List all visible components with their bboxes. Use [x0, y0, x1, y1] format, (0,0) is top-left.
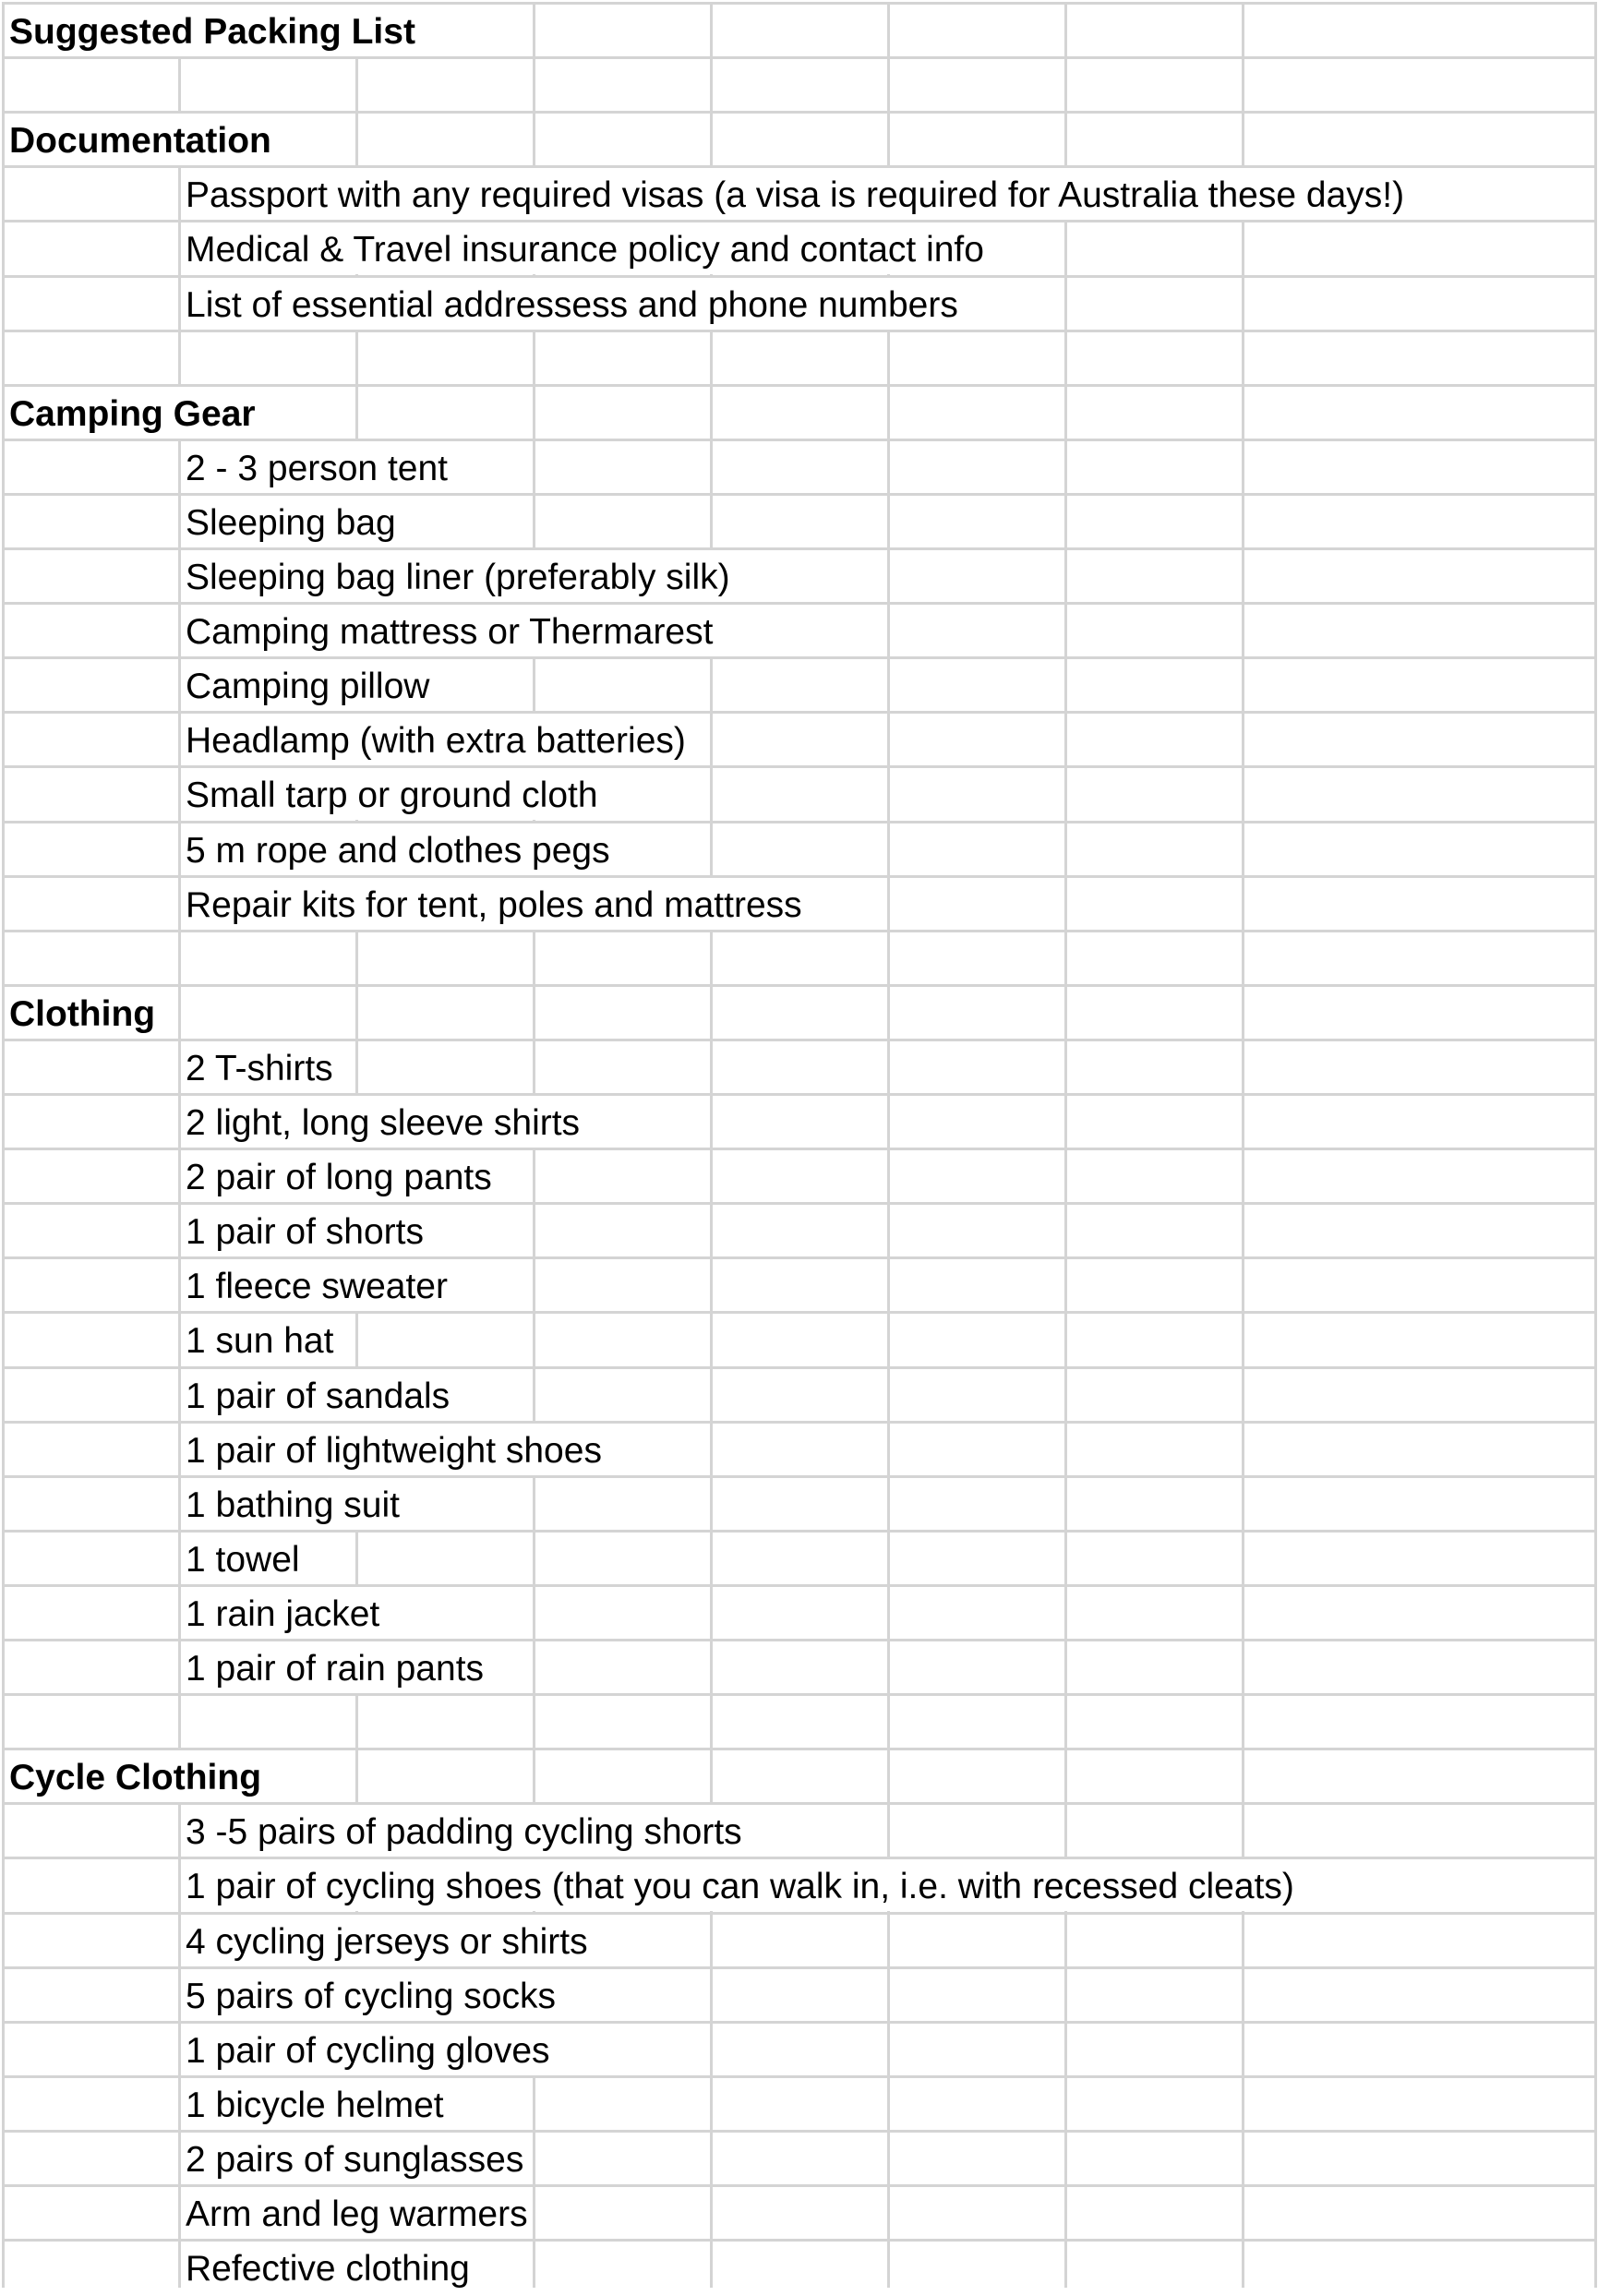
- packing-item-cell[interactable]: Arm and leg warmers: [186, 2187, 532, 2239]
- packing-item-cell[interactable]: 1 rain jacket: [186, 1587, 383, 1639]
- packing-item-cell[interactable]: 5 m rope and clothes pegs: [186, 823, 614, 875]
- packing-item-cell[interactable]: 2 light, long sleeve shirts: [186, 1096, 583, 1148]
- packing-item-cell[interactable]: 1 sun hat: [186, 1314, 337, 1365]
- packing-item-cell[interactable]: 1 fleece sweater: [186, 1259, 451, 1311]
- packing-item-cell[interactable]: 2 - 3 person tent: [186, 441, 451, 493]
- packing-item-cell[interactable]: 4 cycling jerseys or shirts: [186, 1915, 592, 1966]
- packing-item-cell[interactable]: 5 pairs of cycling socks: [186, 1969, 559, 2021]
- packing-item-cell[interactable]: Sleeping bag: [186, 496, 400, 547]
- section-heading[interactable]: Cycle Clothing: [9, 1750, 265, 1802]
- packing-item-cell[interactable]: 2 T-shirts: [186, 1041, 337, 1093]
- column-gridline: [887, 2, 890, 2288]
- section-heading[interactable]: Clothing: [9, 987, 159, 1039]
- section-heading[interactable]: Camping Gear: [9, 387, 259, 439]
- packing-item-cell[interactable]: 1 bathing suit: [186, 1478, 403, 1530]
- row-gridline: [2, 1693, 1594, 1696]
- packing-item-cell[interactable]: Headlamp (with extra batteries): [186, 714, 690, 765]
- packing-item-cell[interactable]: Medical & Travel insurance policy and contact info: [186, 222, 988, 274]
- row-gridline: [2, 984, 1594, 987]
- section-heading[interactable]: Documentation: [9, 114, 275, 165]
- packing-item-cell[interactable]: 1 pair of rain pants: [186, 1641, 487, 1693]
- packing-item-cell[interactable]: 3 -5 pairs of padding cycling shorts: [186, 1805, 746, 1857]
- packing-item-cell[interactable]: 1 pair of sandals: [186, 1369, 453, 1421]
- row-gridline: [2, 930, 1594, 932]
- packing-item-cell[interactable]: 2 pairs of sunglasses: [186, 2133, 527, 2184]
- column-gridline: [2, 2, 5, 2288]
- packing-item-cell[interactable]: Camping mattress or Thermarest: [186, 605, 716, 656]
- row-gridline: [2, 56, 1594, 59]
- packing-item-cell[interactable]: Small tarp or ground cloth: [186, 768, 602, 820]
- packing-item-cell[interactable]: 1 bicycle helmet: [186, 2078, 448, 2130]
- column-gridline: [1064, 2, 1067, 2288]
- packing-item-cell[interactable]: Sleeping bag liner (preferably silk): [186, 550, 734, 602]
- packing-item-cell[interactable]: 1 pair of shorts: [186, 1205, 427, 1256]
- column-gridline: [178, 2, 181, 2288]
- packing-item-cell[interactable]: List of essential addressess and phone numbers: [186, 278, 962, 330]
- packing-item-cell[interactable]: Refective clothing: [186, 2242, 474, 2293]
- packing-item-cell[interactable]: Repair kits for tent, poles and mattress: [186, 878, 806, 930]
- packing-item-cell[interactable]: 1 towel: [186, 1533, 304, 1584]
- packing-item-cell[interactable]: 1 pair of cycling shoes (that you can walk in, i.e. with recessed cleats): [186, 1859, 1298, 1911]
- sheet-title[interactable]: Suggested Packing List: [9, 5, 419, 56]
- column-gridline: [1242, 2, 1244, 2288]
- column-gridline: [710, 2, 713, 2288]
- packing-item-cell[interactable]: Camping pillow: [186, 659, 433, 711]
- packing-item-cell[interactable]: 2 pair of long pants: [186, 1150, 496, 1202]
- row-gridline: [2, 330, 1594, 332]
- packing-item-cell[interactable]: Passport with any required visas (a visa is required for Australia these days!): [186, 168, 1408, 220]
- column-gridline: [1594, 2, 1597, 2288]
- packing-item-cell[interactable]: 1 pair of lightweight shoes: [186, 1424, 606, 1475]
- packing-item-cell[interactable]: 1 pair of cycling gloves: [186, 2024, 554, 2075]
